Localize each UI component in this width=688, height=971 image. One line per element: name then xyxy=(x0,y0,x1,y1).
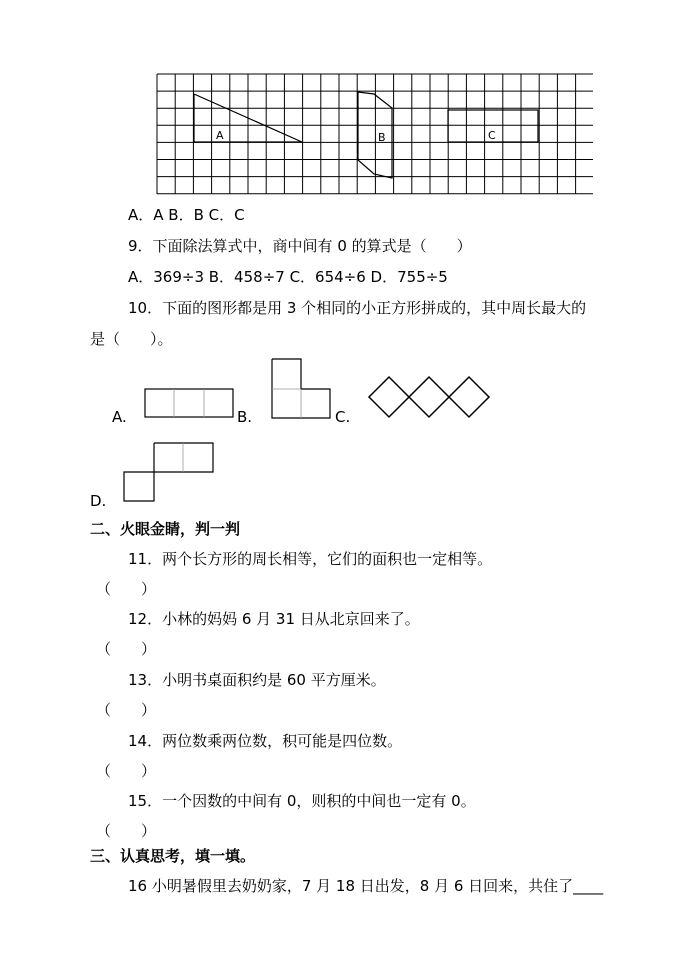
q11-text: 11．两个长方形的周长相等，它们的面积也一定相等。 xyxy=(128,550,493,568)
q10-option-d-label: D. xyxy=(90,492,107,510)
q10-option-a-label: A. xyxy=(112,408,127,426)
q15-text: 15．一个因数的中间有 0，则积的中间也一定有 0。 xyxy=(128,792,476,810)
q10-stem-line1: 10．下面的图形都是用 3 个相同的小正方形拼成的，其中周长最大的 xyxy=(128,299,587,317)
q12-text: 12．小林的妈妈 6 月 31 日从北京回来了。 xyxy=(128,610,420,628)
q11-blank[interactable]: （ ） xyxy=(96,580,157,598)
q10-option-c-label: C. xyxy=(335,408,351,426)
q12-blank[interactable]: （ ） xyxy=(96,640,157,658)
q9-options: A．369÷3 B．458÷7 C．654÷6 D．755÷5 xyxy=(128,268,448,286)
shape-b-label: B xyxy=(378,131,386,144)
q13-blank[interactable]: （ ） xyxy=(96,701,157,719)
q10-shape-d xyxy=(124,443,213,501)
q16-text: 16 小明暑假里去奶奶家，7 月 18 日出发，8 月 6 日回来，共住了____ xyxy=(128,877,604,895)
q15-blank[interactable]: （ ） xyxy=(96,822,157,840)
section2-title: 二、火眼金睛，判一判 xyxy=(90,520,241,538)
q10-shape-c xyxy=(369,377,489,417)
shape-a-label: A xyxy=(216,129,224,142)
q10-option-b-label: B. xyxy=(237,408,253,426)
q9-stem: 9．下面除法算式中，商中间有 0 的算式是（ ） xyxy=(128,237,472,255)
q10-shape-b xyxy=(272,359,330,418)
q14-blank[interactable]: （ ） xyxy=(96,762,157,780)
q14-text: 14．两位数乘两位数，积可能是四位数。 xyxy=(128,732,403,750)
q13-text: 13．小明书桌面积约是 60 平方厘米。 xyxy=(128,671,386,689)
q8-options: A．A B．B C．C xyxy=(128,206,245,224)
section3-title: 三、认真思考，填一填。 xyxy=(90,847,256,865)
shape-c-label: C xyxy=(488,129,496,142)
q10-shape-a xyxy=(145,389,233,417)
q10-stem-line2: 是（ ）。 xyxy=(90,330,173,348)
